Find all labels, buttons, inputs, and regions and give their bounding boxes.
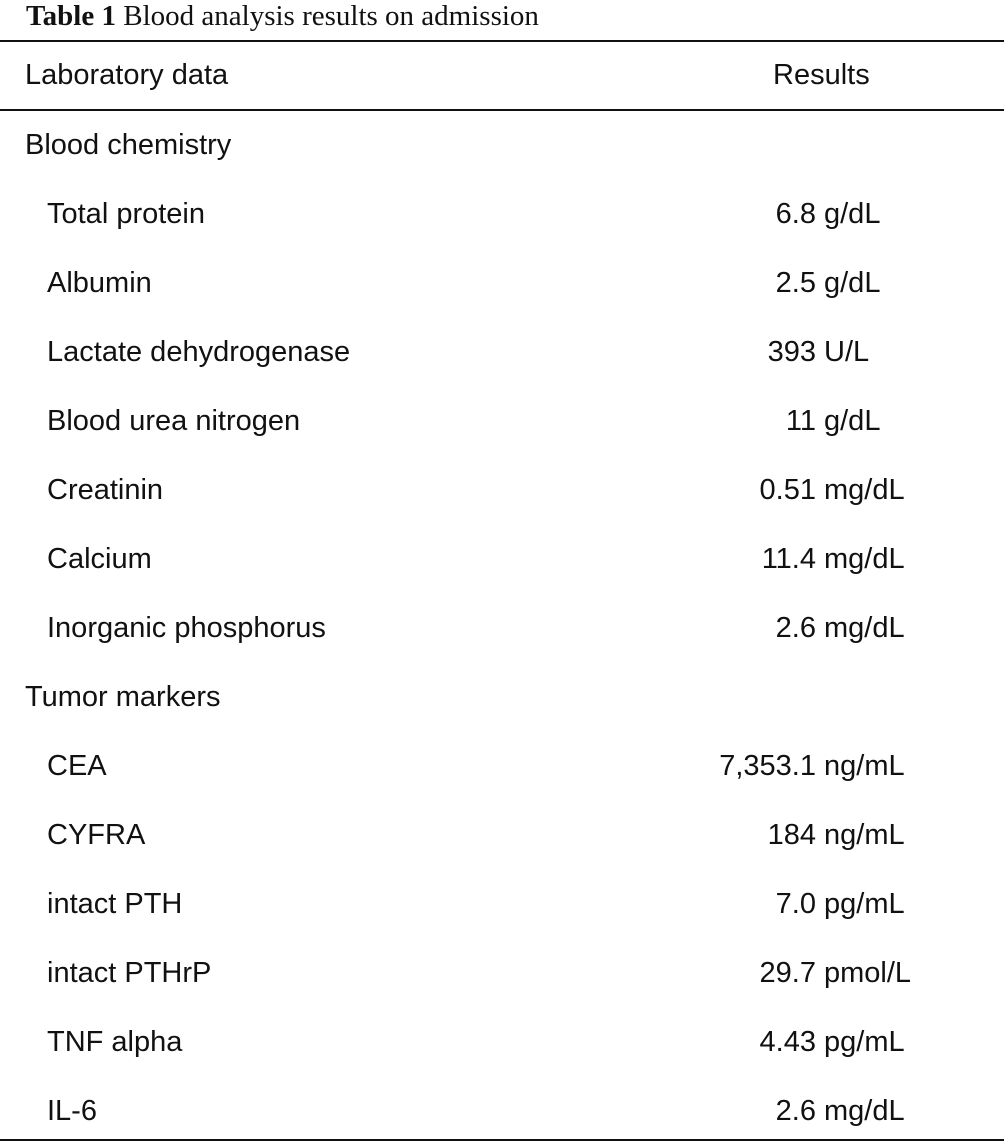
row-result — [625, 870, 1004, 939]
table-row — [0, 801, 1004, 870]
row-value: 7.0 — [775, 888, 816, 920]
row-result — [625, 180, 1004, 249]
table-caption-text: Blood analysis results on admission — [123, 0, 539, 32]
table-row — [0, 939, 1004, 1008]
row-name: IL-6 — [47, 1095, 97, 1127]
row-value: 11 — [785, 405, 816, 437]
row-unit: mg/dL — [824, 543, 905, 575]
row-value: 2.5 — [775, 267, 816, 299]
row-name: Calcium — [47, 543, 152, 575]
header-results — [625, 42, 1004, 109]
row-unit: ng/mL — [824, 819, 905, 851]
row-unit: ng/mL — [824, 750, 905, 782]
table-caption-label: Table 1 — [26, 0, 116, 32]
table-row — [0, 525, 1004, 594]
row-name: CEA — [47, 750, 107, 782]
table-row — [0, 318, 1004, 387]
row-value: 7,353.1 — [719, 750, 816, 782]
table-header-row — [0, 42, 1004, 109]
row-value: 6.8 — [775, 198, 816, 230]
table-row — [0, 249, 1004, 318]
row-name: intact PTHrP — [47, 957, 212, 989]
row-value: 2.6 — [775, 1095, 816, 1127]
table-body — [0, 109, 1004, 1146]
row-result — [625, 525, 1004, 594]
section-row — [0, 111, 1004, 180]
row-unit: mg/dL — [824, 474, 905, 506]
row-unit: mg/dL — [824, 1095, 905, 1127]
row-name: Lactate dehydrogenase — [47, 336, 351, 368]
row-result — [625, 1008, 1004, 1077]
row-name: Blood urea nitrogen — [47, 405, 301, 437]
table-caption — [26, 0, 539, 32]
row-name: Albumin — [47, 267, 152, 299]
section-title-tumor-markers: Tumor markers — [25, 681, 221, 713]
table-row — [0, 594, 1004, 663]
row-name: TNF alpha — [47, 1026, 183, 1058]
table-row — [0, 180, 1004, 249]
row-unit: g/dL — [824, 405, 881, 437]
row-result — [625, 801, 1004, 870]
row-value: 0.51 — [759, 474, 816, 506]
row-name: CYFRA — [47, 819, 146, 851]
table-row — [0, 387, 1004, 456]
header-results-label: Results — [773, 59, 870, 91]
table-row — [0, 456, 1004, 525]
row-result — [625, 939, 1004, 1008]
row-value: 29.7 — [759, 957, 816, 989]
row-result — [625, 594, 1004, 663]
row-name: Inorganic phosphorus — [47, 612, 326, 644]
row-value: 4.43 — [759, 1026, 816, 1058]
table-row — [0, 870, 1004, 939]
row-result — [625, 456, 1004, 525]
row-unit: U/L — [824, 336, 870, 368]
row-value: 393 — [767, 336, 816, 368]
table-row — [0, 1008, 1004, 1077]
row-value: 2.6 — [775, 612, 816, 644]
row-result — [625, 387, 1004, 456]
table-row — [0, 732, 1004, 801]
row-unit: g/dL — [824, 267, 881, 299]
row-value: 184 — [767, 819, 816, 851]
section-title-blood-chemistry: Blood chemistry — [25, 129, 232, 161]
row-result — [625, 732, 1004, 801]
section-row — [0, 663, 1004, 732]
row-unit: pg/mL — [824, 888, 905, 920]
table-row — [0, 1077, 1004, 1146]
row-result — [625, 1077, 1004, 1146]
row-result — [625, 249, 1004, 318]
row-name: Creatinin — [47, 474, 164, 506]
blood-analysis-table — [0, 42, 1004, 1146]
row-name: intact PTH — [47, 888, 183, 920]
row-unit: g/dL — [824, 198, 881, 230]
row-value: 11.4 — [761, 543, 816, 575]
header-laboratory-data: Laboratory data — [25, 59, 229, 91]
row-result — [625, 318, 1004, 387]
row-unit: pg/mL — [824, 1026, 905, 1058]
row-unit: pmol/L — [824, 957, 912, 989]
row-name: Total protein — [47, 198, 205, 230]
row-unit: mg/dL — [824, 612, 905, 644]
table-header — [0, 42, 1004, 109]
